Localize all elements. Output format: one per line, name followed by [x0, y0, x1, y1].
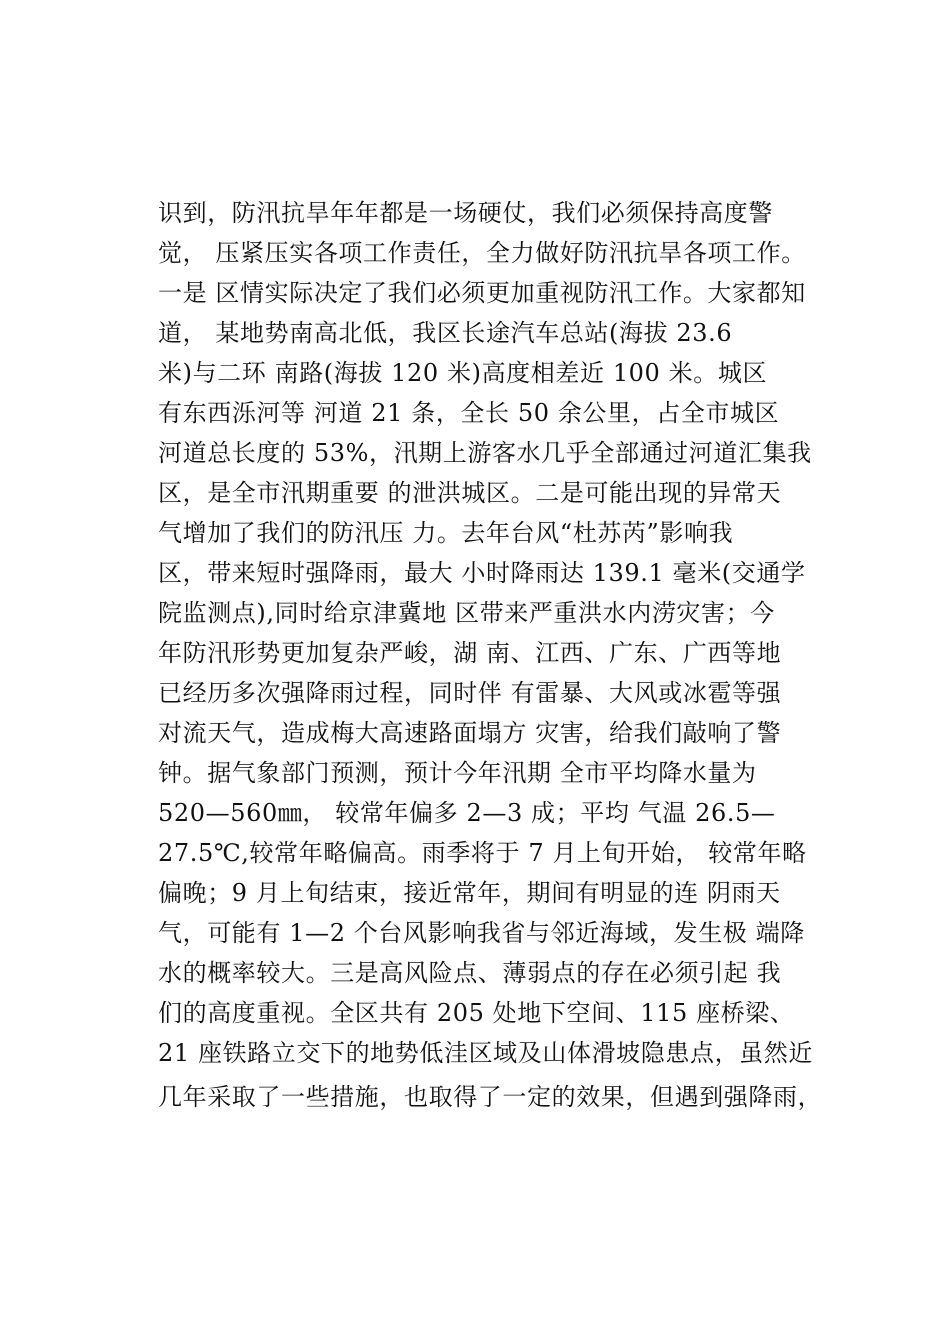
- text-line-6: 有东西泺河等 河道 21 条，全长 50 余公里，占全市城区: [158, 399, 780, 427]
- text-line-18: 偏晚；9 月上旬结束，接近常年，期间有明显的连 阴雨天: [158, 879, 781, 907]
- text-line-22: 21 座铁路立交下的地势低洼区域及山体滑坡隐患点，虽然近: [158, 1039, 813, 1067]
- text-line-19: 气，可能有 1—2 个台风影响我省与邻近海域，发生极 端降: [158, 919, 805, 947]
- text-line-16: 520—560㎜， 较常年偏多 2—3 成；平均 气温 26.5—: [158, 799, 776, 827]
- text-line-1: 识到，防汛抗旱年年都是一场硬仗，我们必须保持高度警: [158, 199, 773, 227]
- text-line-17: 27.5℃,较常年略偏高。雨季将于 7 月上旬开始， 较常年略: [158, 839, 807, 867]
- text-line-5: 米)与二环 南路(海拔 120 米)高度相差近 100 米。城区: [158, 359, 768, 387]
- text-line-11: 院监测点),同时给京津冀地 区带来严重洪水内涝灾害；今: [158, 599, 775, 627]
- text-line-23: 几年采取了一些措施，也取得了一定的效果，但遇到强降雨，: [158, 1083, 823, 1111]
- text-line-14: 对流天气，造成梅大高速路面塌方 灾害，给我们敲响了警: [158, 719, 782, 747]
- text-line-7: 河道总长度的 53%，汛期上游客水几乎全部通过河道汇集我: [158, 439, 812, 467]
- text-line-10: 区，带来短时强降雨，最大 小时降雨达 139.1 毫米(交通学: [158, 559, 806, 587]
- text-line-3: 一是 区情实际决定了我们必须更加重视防汛工作。大家都知: [158, 279, 806, 307]
- text-line-15: 钟。据气象部门预测，预计今年汛期 全市平均降水量为: [158, 759, 757, 787]
- text-line-12: 年防汛形势更加复杂严峻，湖 南、江西、广东、广西等地: [158, 639, 782, 667]
- text-line-8: 区，是全市汛期重要 的泄洪城区。二是可能出现的异常天: [158, 479, 782, 507]
- text-line-4: 道， 某地势南高北低，我区长途汽车总站(海拔 23.6: [158, 319, 733, 347]
- text-line-20: 水的概率较大。三是高风险点、薄弱点的存在必须引起 我: [158, 959, 782, 987]
- text-line-21: 们的高度重视。全区共有 205 处地下空间、115 座桥梁、: [158, 999, 795, 1027]
- text-line-13: 已经历多次强降雨过程，同时伴 有雷暴、大风或冰雹等强: [158, 679, 782, 707]
- text-line-2: 觉， 压紧压实各项工作责任，全力做好防汛抗旱各项工作。: [158, 239, 806, 267]
- text-line-9: 气增加了我们的防汛压 力。去年台风“杜苏芮”影响我: [158, 519, 734, 547]
